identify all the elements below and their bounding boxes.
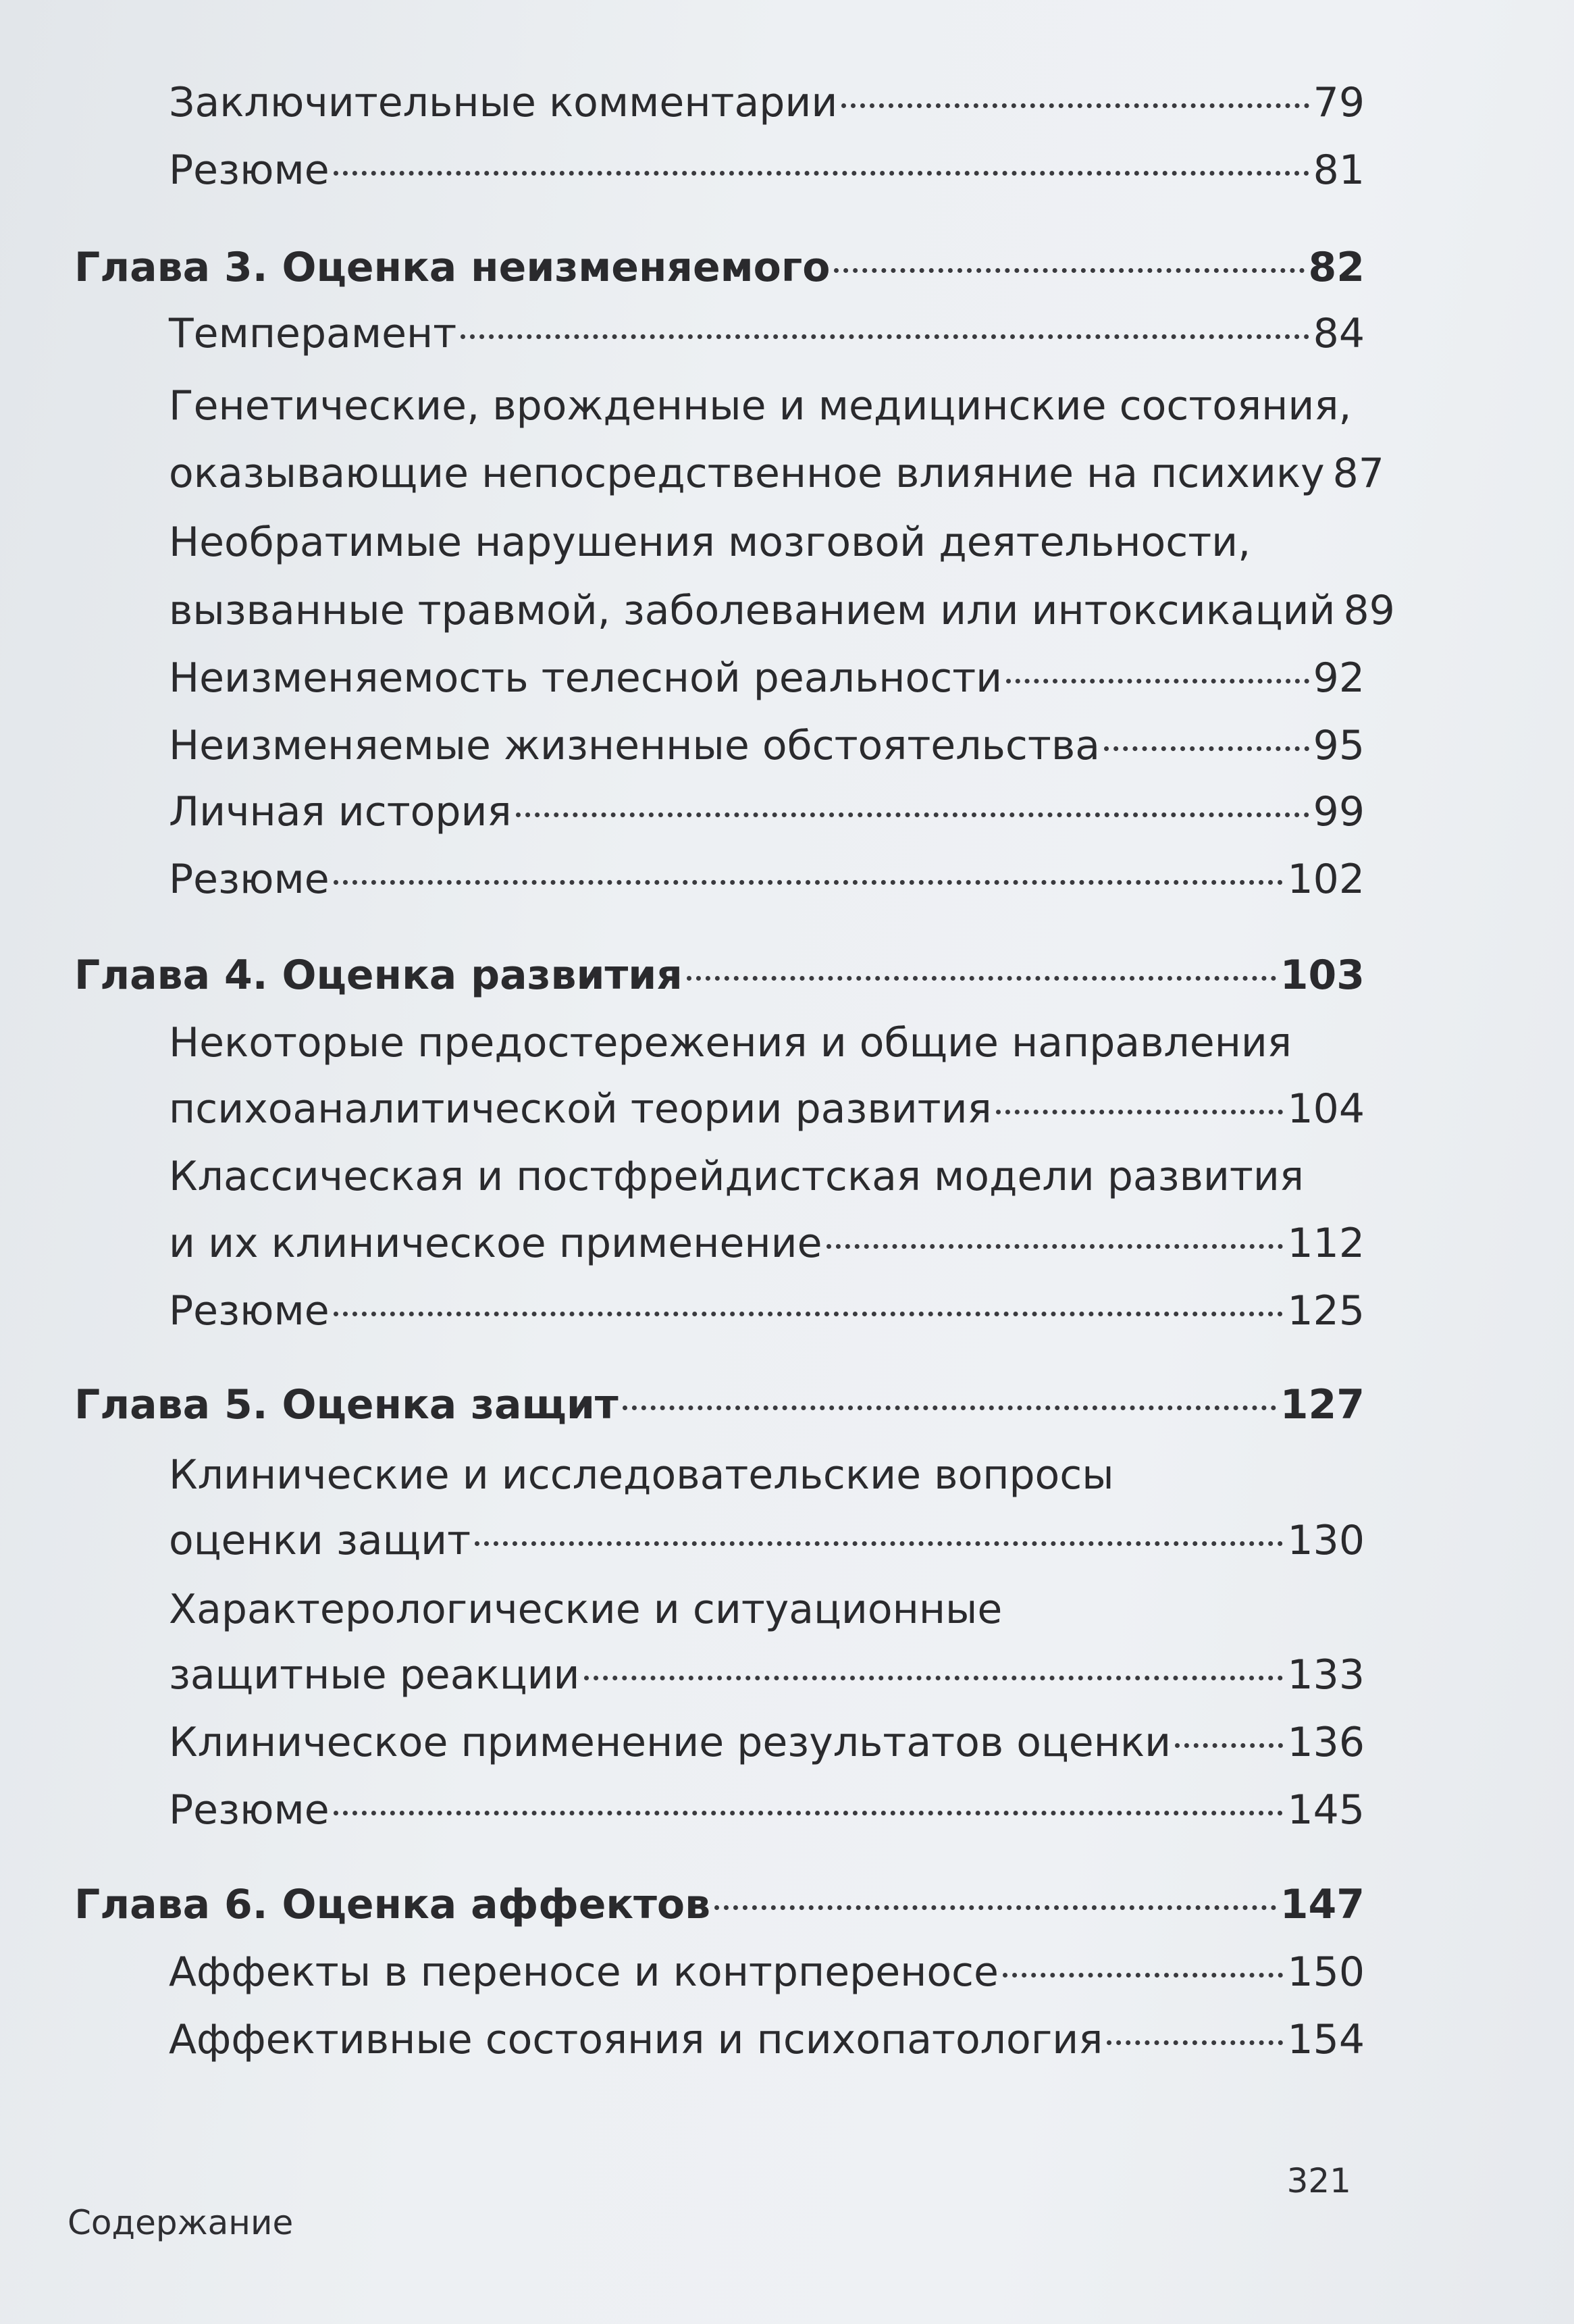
toc-leader-dots [1006,679,1309,683]
toc-entry [169,309,1365,358]
toc-entry-page: 125 [1287,1287,1365,1335]
toc-entry [169,449,1384,498]
running-footer: Содержание [68,2203,294,2242]
toc-entry-title: Неизменяемые жизненные обстоятельства [169,722,1100,769]
toc-entry-title: вызванные травмой, заболеванием или интоксикаций [169,587,1336,634]
toc-entry-page: 84 [1313,310,1365,357]
toc-entry-page: 89 [1343,587,1395,634]
toc-leader-dots [996,1110,1284,1114]
toc-chapter-title: Глава 6. Оценка аффектов [74,1881,711,1928]
toc-chapter [74,951,1365,1000]
toc-entry [169,1085,1365,1133]
toc-entry-page: 150 [1287,1948,1365,1996]
toc-leader-dots [334,1312,1284,1316]
toc-entry [169,1219,1365,1268]
toc-entry-page: 112 [1287,1220,1365,1267]
toc-entry-title: Характерологические и ситуационные [169,1586,1003,1633]
toc-leader-dots [827,1244,1284,1249]
toc-leader-dots [461,334,1309,339]
toc-entry [169,654,1365,702]
toc-leader-dots [841,103,1309,108]
toc-entry-title: Резюме [169,147,330,194]
toc-entry [169,1718,1365,1767]
toc-chapter-title: Глава 3. Оценка неизменяемого [74,244,831,291]
toc-entry-page: 127 [1280,1381,1365,1428]
toc-entry-page: 154 [1287,2016,1365,2063]
toc-entry-page: 87 [1332,450,1384,497]
toc-entry [169,2015,1365,2064]
toc-leader-dots [1104,746,1309,751]
toc-entry-page: 104 [1287,1085,1365,1133]
toc-entry-page: 136 [1287,1719,1365,1766]
toc-entry-title: Классическая и постфрейдистская модели развития [169,1153,1304,1200]
toc-entry-page: 81 [1313,147,1365,194]
toc-entry-line [169,518,1251,567]
toc-leader-dots [834,268,1304,273]
toc-entry-title: Аффективные состояния и психопатология [169,2016,1103,2063]
toc-entry-title: и их клиническое применение [169,1220,822,1267]
toc-entry-title: Заключительные комментарии [169,79,838,126]
toc-entry-page: 82 [1308,244,1365,291]
toc-leader-dots [623,1405,1276,1410]
toc-entry [169,1516,1365,1565]
toc-entry-title: оказывающие непосредственное влияние на психику [169,450,1325,497]
toc-entry-title: Темперамент [169,310,457,357]
toc-entry-title: защитные реакции [169,1651,580,1699]
toc-entry-page: 95 [1313,722,1365,769]
toc-leader-dots [475,1541,1283,1546]
toc-entry-page: 133 [1287,1651,1365,1699]
toc-entry-title: психоаналитической теории развития [169,1085,992,1133]
toc-entry-title: оценки защит [169,1517,471,1564]
toc-leader-dots [584,1676,1284,1680]
toc-entry-line [169,1451,1114,1499]
toc-chapter [74,1880,1365,1929]
toc-entry-title: Генетические, врожденные и медицинские состояния, [169,382,1352,430]
toc-entry-page: 145 [1287,1786,1365,1834]
toc-leader-dots [334,880,1284,885]
toc-entry [169,78,1365,127]
toc-entry-title: Клинические и исследовательские вопросы [169,1451,1114,1499]
toc-entry-title: Клиническое применение результатов оценки [169,1719,1172,1766]
toc-leader-dots [714,1905,1276,1910]
toc-entry-page: 92 [1313,654,1365,702]
toc-leader-dots [334,1811,1284,1815]
toc-entry-line [169,1152,1304,1201]
toc-entry [169,1786,1365,1834]
toc-entry [169,1287,1365,1335]
toc-entry-page: 147 [1280,1881,1365,1928]
toc-entry-title: Некоторые предостережения и общие направления [169,1019,1292,1066]
toc-entry-line [169,1018,1292,1067]
toc-entry-title: Личная история [169,788,512,835]
toc-entry-page: 102 [1287,856,1365,903]
toc-entry-title: Резюме [169,856,330,903]
toc-entry-line [169,382,1351,430]
toc-entry-page: 79 [1313,79,1365,126]
toc-entry-title: Резюме [169,1287,330,1335]
toc-leader-dots [516,812,1309,817]
toc-entry [169,1651,1365,1699]
toc-leader-dots [1107,2040,1283,2045]
toc-entry [169,586,1395,635]
toc-entry-title: Резюме [169,1786,330,1834]
toc-entry-title: Необратимые нарушения мозговой деятельности, [169,519,1251,566]
toc-entry-title: Аффекты в переносе и контрпереносе [169,1948,999,1996]
toc-entry [169,721,1365,770]
toc-entry [169,1948,1365,1996]
toc-chapter-title: Глава 5. Оценка защит [74,1381,619,1428]
toc-entry [169,146,1365,195]
toc-leader-dots [687,976,1276,981]
toc-chapter [74,243,1365,292]
toc-leader-dots [334,171,1309,176]
toc-chapter-title: Глава 4. Оценка развития [74,952,683,999]
toc-entry-title: Неизменяемость телесной реальности [169,654,1003,702]
toc-entry-page: 130 [1287,1517,1365,1564]
toc-entry [169,787,1365,836]
toc-chapter [74,1380,1365,1429]
toc-leader-dots [1175,1743,1283,1748]
toc-leader-dots [1003,1973,1284,1978]
toc-entry [169,855,1365,904]
toc-entry-line [169,1585,1002,1634]
toc-entry-page: 103 [1280,952,1365,999]
page-number: 321 [1286,2161,1351,2200]
toc-entry-page: 99 [1313,788,1365,835]
